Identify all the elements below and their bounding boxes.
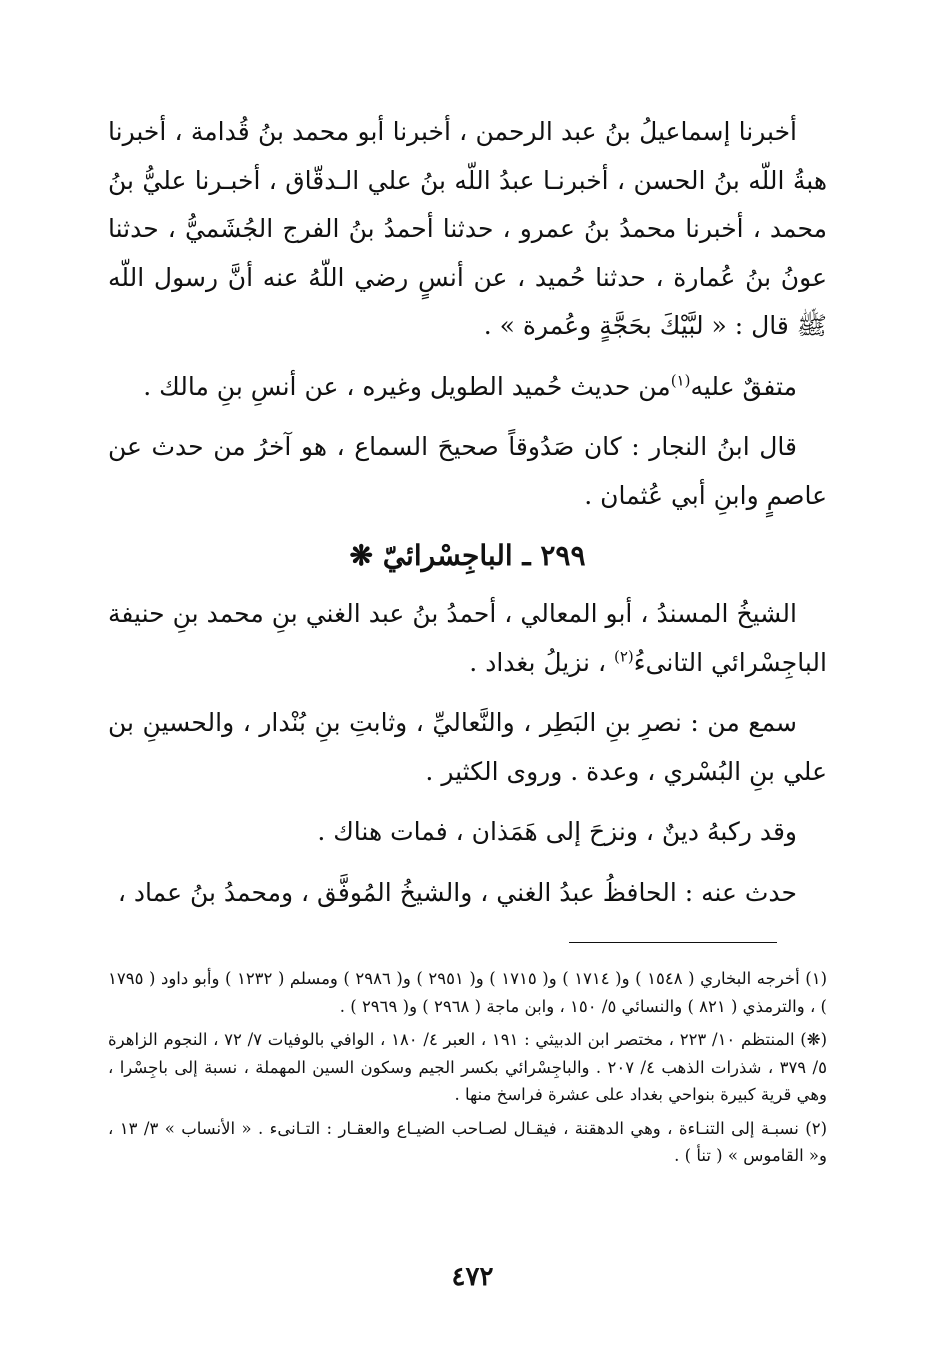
footnote-1: (١) أخرجه البخاري ( ١٥٤٨ ) و( ١٧١٤ ) و( ١٧١٥ ) و( ٢٩٥١ ) و( ٢٩٨٦ ) ومسلم ( ١٢٣٢ ) وأبو داود ( ١٧٩٥ ) ، والترمذي ( ٨٢١ ) والنسائي ٥/ ١٥٠ ، وابن ماجة ( ٢٩٦٨ ) و( ٢٩٦٩ ) . (108, 969, 827, 1016)
footnotes (108, 965, 827, 1176)
footnote-separator (569, 942, 777, 943)
debt-paragraph: وقد ركبهُ دينٌ ، ونزحَ إلى هَمَذان ، فمات هناك . (317, 817, 797, 846)
takhrij-paragraph (108, 363, 827, 412)
footnote-ref-2: (٢) (613, 647, 634, 666)
page-number: ٤٧٢ (451, 1262, 494, 1292)
students-paragraph: حدث عنه : الحافظُ عبدُ الغني ، والشيخُ المُوفَّق ، ومحمدُ بنُ عماد ، (117, 877, 797, 907)
bio-intro-text: الشيخُ المسندُ ، أبو المعالي ، أحمدُ بنُ عبد الغني بنِ محمد بنِ حنيفة الباجِسْرائي التانىءُ (108, 599, 827, 677)
hadith-paragraph: أخبرنا إسماعيلُ بنُ عبد الرحمن ، أخبرنا أبو محمد بنُ قُدامة ، أخبرنا هبةُ اللّه بنُ الحسن ، أخبرنـا عبدُ اللّه بنُ علي الـدقّاق ، أخبـرنا عليُّ بنُ محمد ، أخبرنا محمدُ بنُ عمرو ، حدثنا أحمدُ بنُ الفرج الجُشَميُّ ، حدثنا عونُ بنُ عُمارة ، حدثنا حُميد ، عن أنسٍ رضي اللّهُ عنه أنَّ رسول اللّه ﷺ قال : « لبَّيْكَ بحَجَّةٍ وعُمرة » . (108, 117, 827, 340)
footnote-star: (❋) المنتظم ١٠/ ٢٢٣ ، مختصر ابن الدبيثي : ١٩١ ، العبر ٤/ ١٨٠ ، الوافي بالوفيات ٧/ ٧٢ ، النجوم الزاهرة ٥/ ٣٧٩ ، شذرات الذهب ٤/ ٢٠٧ . والباجِسْرائي بكسر الجيم وسكون السين المهملة ، نسبة إلى باجِسْرا ، وهي قرية كبيرة بنواحي بغداد على عشرة فراسخ منها . (108, 1030, 828, 1104)
bio-intro-text-end: ، نزيلُ بغداد . (469, 647, 614, 677)
main-text (108, 108, 827, 917)
takhrij-text-start: متفقٌ عليه (690, 371, 797, 401)
ibn-najjar-paragraph: قال ابنُ النجار : كان صَدُوقاً صحيحَ السماع ، هو آخرُ من حدث عن عاصمٍ وابنِ أبي عُثمان . (108, 432, 827, 510)
footnote-ref-1: (١) (670, 371, 691, 390)
takhrij-text-end: من حديث حُميد الطويل وغيره ، عن أنسِ بنِ مالك . (143, 371, 671, 401)
bio-intro-paragraph (108, 590, 827, 687)
teachers-paragraph: سمع من : نصرِ بنِ البَطِر ، والنَّعاليِّ ، وثابتِ بنِ بُنْدار ، والحسينِ بن علي بنِ البُسْري ، وعدة . وروى الكثير . (108, 708, 827, 786)
biography-heading: ٢٩٩ ـ الباجِسْرائيّ ❋ (349, 539, 586, 572)
footnote-2: (٢) نسبـة إلى التنـاءة ، وهي الدهقنة ، فيقـال لصـاحب الضيـاع والعقـار : التـانىء . « الأنساب » ٣/ ١٣ ، و« القاموس » ( تنأ ) . (108, 1118, 827, 1165)
